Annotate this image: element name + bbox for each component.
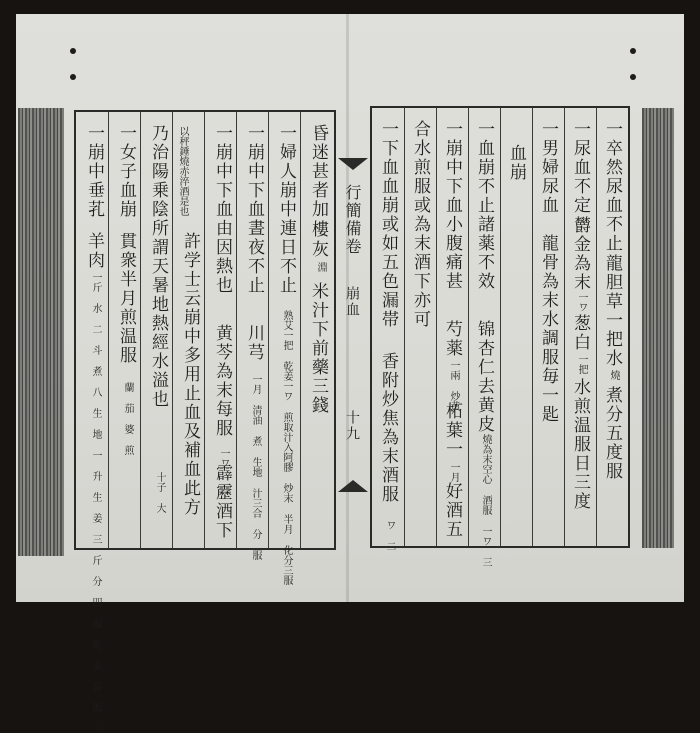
column-rule	[140, 112, 141, 548]
column-main-text: 霹靂酒下	[212, 464, 232, 540]
column-rule	[108, 112, 109, 548]
column-rule	[564, 108, 565, 546]
binding-hole	[70, 48, 76, 54]
column-rule	[436, 108, 437, 546]
column-main-text: 水煎温服日三度	[570, 378, 590, 511]
column-main-text: 龍骨為末水調服毎一匙	[538, 234, 558, 424]
center-strip	[336, 110, 370, 546]
column-rule	[532, 108, 533, 546]
column-rule	[468, 108, 469, 546]
section-title: 崩血	[344, 286, 360, 318]
column-main-text: 欝金為末	[570, 216, 590, 292]
column-rule	[268, 112, 269, 548]
right-ink-rubbing-edge	[642, 108, 674, 548]
column-note-text: 一兩 炒黄	[448, 360, 459, 411]
column-main-text: 米汁下前藥三錢	[308, 282, 328, 415]
page-number: 十九	[344, 410, 360, 442]
column-main-text: 灰	[308, 240, 328, 259]
binding-hole	[630, 74, 636, 80]
column-note-text: 一ワ	[576, 292, 587, 312]
column-main-text: 龍胆草一把水	[602, 254, 622, 368]
column-main-text: 香附炒焦為末酒服	[378, 352, 398, 504]
column-main-text: 許学士云崩中多用止血及補血此方	[180, 232, 200, 517]
column-main-text: 合水煎服或為末酒下亦可	[410, 120, 430, 329]
column-main-text: 一下血血崩或如五色漏帯	[378, 120, 398, 329]
binding-hole	[70, 74, 76, 80]
right-text-frame	[370, 106, 630, 567]
fish-tail-mark-bottom	[336, 480, 370, 494]
column-main-text: 乃治陽乗陰所謂天暑地熱經水溢也	[148, 124, 168, 409]
column-main-text: 锦杏仁去黄皮	[474, 320, 494, 434]
column-main-text: 葱白	[570, 314, 590, 352]
section-heading: 血崩	[506, 144, 526, 182]
column-note-text: 燒為末空心 酒服 一ワ 三	[480, 434, 491, 567]
column-main-text: 羊肉	[84, 232, 104, 270]
column-main-text: 昏迷甚者加	[308, 124, 328, 219]
column-main-text: 柘葉一	[442, 402, 462, 459]
column-rule	[300, 112, 301, 548]
column-note-text: 淵	[315, 262, 326, 272]
column-main-text: 一卒然尿血不止	[602, 120, 622, 253]
column-main-text: 一婦人崩中連日不止	[276, 124, 296, 295]
binding-hole	[630, 48, 636, 54]
book-title: 行簡備卷	[343, 184, 362, 256]
column-main-text: 黄芩為末每服	[212, 324, 232, 438]
column-rule	[404, 108, 405, 546]
column-main-text: 好酒五	[442, 482, 462, 539]
column-note-text: 一斤 水 二 斗 煮 八 生 地 一 升 生 姜 三 斤 分 四 服 乾 姜 當 飯 三	[90, 272, 101, 733]
column-main-text: 川芎	[244, 324, 264, 362]
column-main-text: 一血崩不止諸薬不效	[474, 120, 494, 291]
column-main-text: 一崩中下血由因熱也	[212, 124, 232, 295]
column-rule	[204, 112, 205, 548]
column-note-text: 以秤錘燒赤淬酒是也	[177, 126, 188, 216]
column-note-text: ワ 二	[384, 520, 395, 551]
column-note-text: 一月 清油 煮 生地 汁三合 分 服	[250, 374, 261, 560]
left-ink-rubbing-edge	[18, 108, 64, 556]
fish-tail-mark-top	[336, 158, 370, 172]
column-note-text: 燒	[608, 370, 619, 380]
column-note-text: 十子 大	[154, 472, 165, 513]
column-note-text: 一把	[576, 354, 587, 374]
column-note-text: 熟艾一把 乾姜一ワ 煎取汁入阿膠 炒末 半月 化分三服	[281, 310, 292, 585]
column-main-text: 一崩中下血晝夜不止	[244, 124, 264, 295]
column-main-text: 貫衆半月煎温服	[116, 232, 136, 365]
column-rule	[236, 112, 237, 548]
column-rule	[172, 112, 173, 548]
column-main-text: 樓	[308, 220, 328, 239]
left-text-frame	[74, 110, 336, 733]
column-note-text: 一ワ	[218, 448, 229, 468]
column-main-text: 一女子血崩	[116, 124, 136, 219]
column-rule	[500, 108, 501, 546]
column-note-text: 一月	[448, 462, 459, 482]
column-main-text: 芍薬	[442, 320, 462, 358]
column-main-text: 煮分五度服	[602, 386, 622, 481]
column-main-text: 一崩中垂芤	[84, 124, 104, 219]
column-main-text: 一崩中下血小腹痛甚	[442, 120, 462, 291]
column-rule	[596, 108, 597, 546]
column-note-text: 蘭 茄 婆 煎	[122, 382, 133, 455]
column-main-text: 一尿血不定	[570, 120, 590, 215]
column-main-text: 一男婦尿血	[538, 120, 558, 215]
